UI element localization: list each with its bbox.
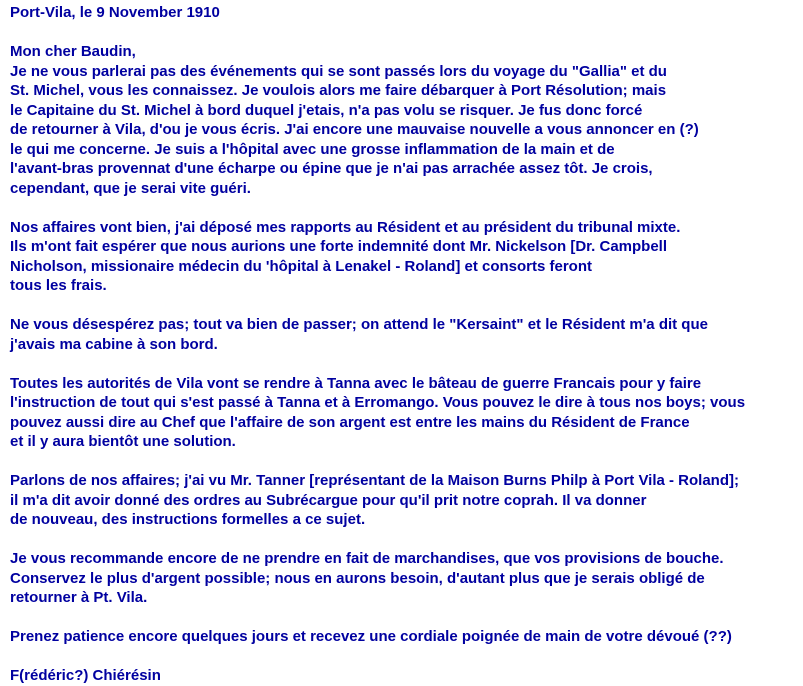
paragraph <box>10 62 800 199</box>
paragraph-line: de nouveau, des instructions formelles a ce sujet. <box>10 511 366 528</box>
paragraph-line: retourner à Pt. Vila. <box>10 589 148 606</box>
paragraph-line: Ne vous désespérez pas; tout va bien de passer; on attend le "Kersaint" et le Résident m'a dit que <box>10 316 708 333</box>
paragraph-line: le qui me concerne. Je suis a l'hôpital avec une grosse inflammation de la main et de <box>10 140 615 158</box>
paragraph-line: Toutes les autorités de Vila vont se rendre à Tanna avec le bâteau de guerre Francais pour y faire <box>10 374 702 392</box>
paragraph <box>10 471 800 530</box>
paragraph-line: Je ne vous parlerai pas des événements qui se sont passés lors du voyage du "Gallia" et du <box>10 62 667 80</box>
paragraph <box>10 549 800 608</box>
paragraph-line: l'instruction de tout qui s'est passé à Tanna et à Erromango. Vous pouvez le dire à tous nos boys; vous <box>10 394 746 411</box>
paragraph-line: le Capitaine du St. Michel à bord duquel j'etais, n'a pas volu se risquer. Je fus donc forcé <box>10 101 643 119</box>
blank-line <box>10 530 800 550</box>
blank-line <box>10 354 800 374</box>
paragraph-line: cependant, que je serai vite guéri. <box>10 179 251 197</box>
paragraph <box>10 374 800 452</box>
letter-text <box>10 3 800 686</box>
blank-line <box>10 296 800 316</box>
paragraph <box>10 315 800 354</box>
paragraph-line: de retourner à Vila, d'ou je vous écris. J'ai encore une mauvaise nouvelle a vous annoncer en (?) <box>10 121 699 138</box>
paragraph-line: Nicholson, missionaire médecin du 'hôpital à Lenakel - Roland] et consorts feront <box>10 257 592 275</box>
paragraph-line: Conservez le plus d'argent possible; nous en aurons besoin, d'autant plus que je serais obligé de <box>10 569 705 587</box>
paragraph <box>10 627 800 647</box>
paragraph-line: il m'a dit avoir donné des ordres au Subrécargue pour qu'il prit notre coprah. Il va donner <box>10 491 647 509</box>
signature: F(rédéric?) Chiérésin <box>10 667 161 684</box>
blank-line <box>10 23 800 43</box>
paragraph-line: j'avais ma cabine à son bord. <box>10 335 218 353</box>
paragraph-line: Nos affaires vont bien, j'ai déposé mes rapports au Résident et au président du tribunal mixte. <box>10 218 681 236</box>
paragraph-line: tous les frais. <box>10 277 107 294</box>
paragraph-line: Parlons de nos affaires; j'ai vu Mr. Tanner [représentant de la Maison Burns Philp à Port Vila - Roland]; <box>10 472 740 489</box>
paragraph-line: l'avant-bras provennat d'une écharpe ou épine que je n'ai pas arrachée assez tôt. Je crois, <box>10 160 653 177</box>
paragraph-line: Je vous recommande encore de ne prendre en fait de marchandises, que vos provisions de bouche. <box>10 550 724 567</box>
paragraph-line: Prenez patience encore quelques jours et recevez une cordiale poignée de main de votre dévoué (??) <box>10 628 732 645</box>
paragraph <box>10 218 800 296</box>
blank-line <box>10 647 800 667</box>
paragraph-line: Ils m'ont fait espérer que nous aurions une forte indemnité dont Mr. Nickelson [Dr. Campbell <box>10 238 668 255</box>
paragraph-line: pouvez aussi dire au Chef que l'affaire de son argent est entre les mains du Résident de France <box>10 413 690 431</box>
greeting: Mon cher Baudin, <box>10 43 136 60</box>
paragraph-line: St. Michel, vous les connaissez. Je voulois alors me faire débarquer à Port Résolution; mais <box>10 82 667 99</box>
date-line: Port-Vila, le 9 November 1910 <box>10 4 220 21</box>
blank-line <box>10 608 800 628</box>
blank-line <box>10 198 800 218</box>
paragraph-line: et il y aura bientôt une solution. <box>10 433 236 450</box>
blank-line <box>10 452 800 472</box>
